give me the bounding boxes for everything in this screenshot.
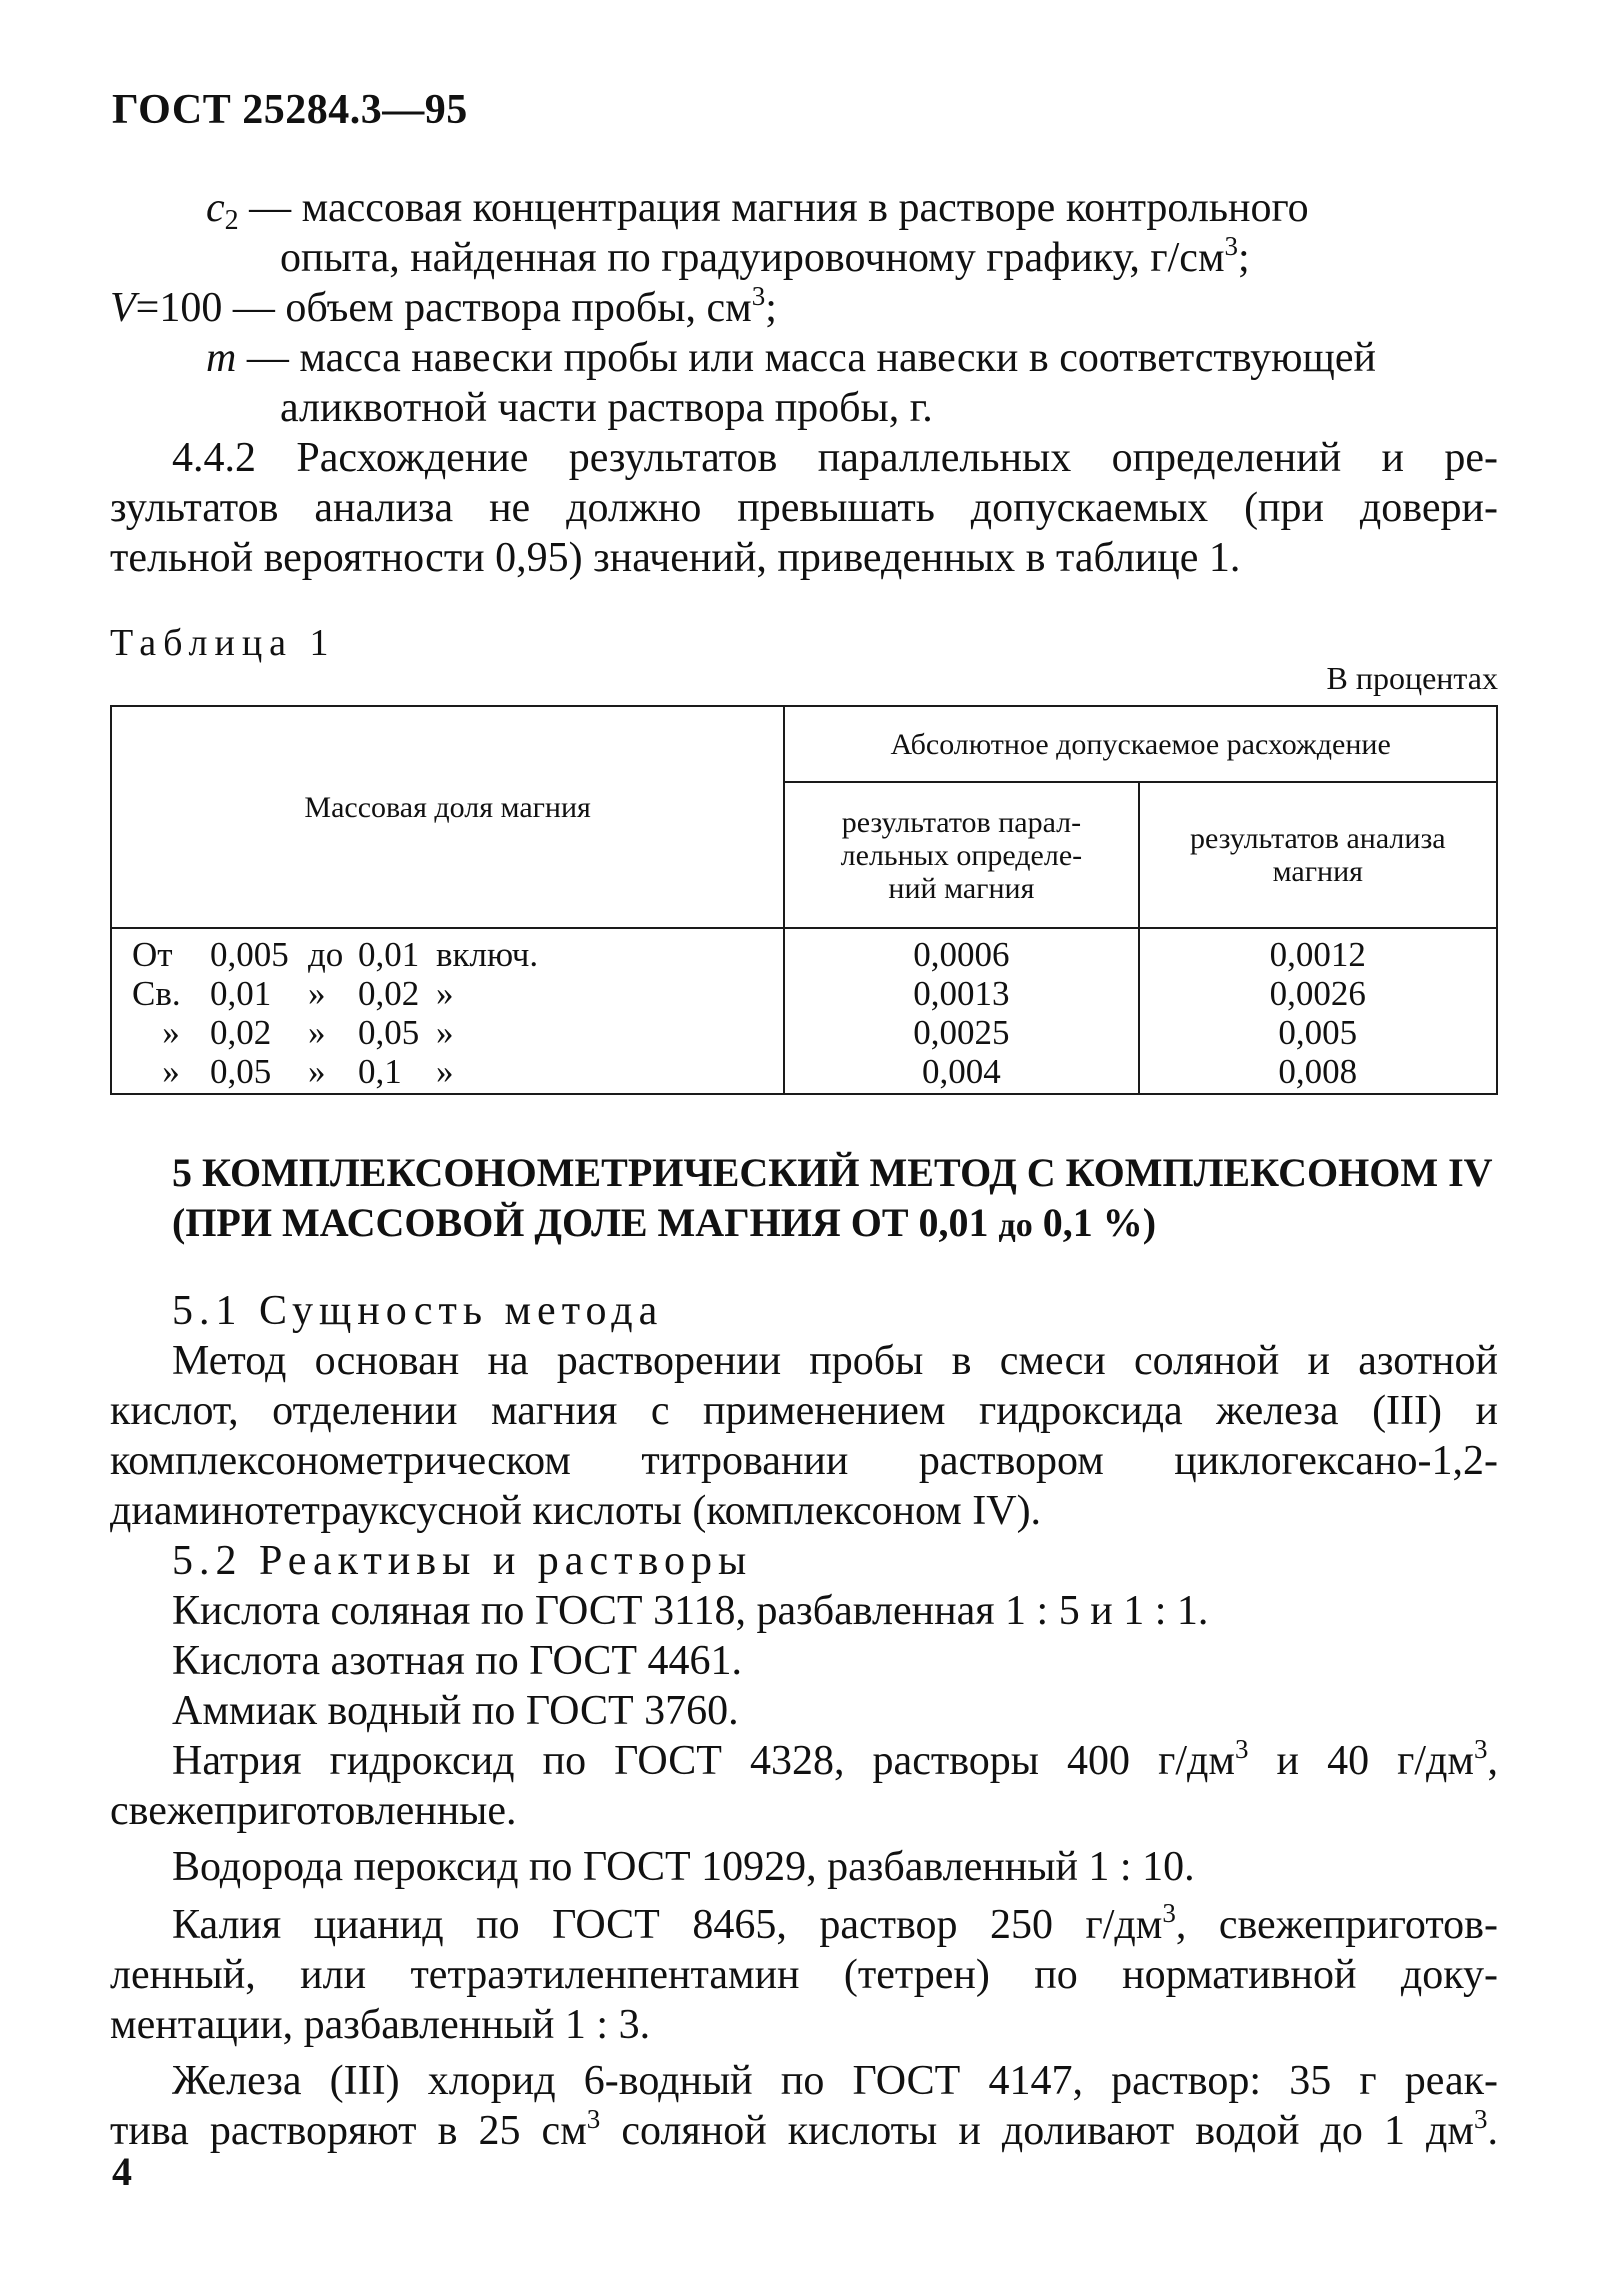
reagent-h2o2: Водорода пероксид по ГОСТ 10929, разбавленный 1 : 10.	[172, 1844, 1195, 1890]
header-parallel-results	[784, 782, 1138, 928]
table-body-row	[111, 928, 1497, 1094]
header-analysis-line: результатов анализа	[1189, 822, 1446, 855]
para-442-line1: 4.4.2 Расхождение результатов параллельных определений и ре-	[172, 435, 1498, 481]
header-mass-fraction: Массовая доля магния	[111, 706, 784, 928]
value-parallel: 0,0013	[913, 974, 1010, 1013]
cell-mass-ranges	[111, 928, 784, 1094]
reagent-naoh-line2: свежеприготовленные.	[110, 1788, 517, 1834]
punct: ;	[765, 285, 777, 331]
reagent-kcn-line1: Калия цианид по ГОСТ 8465, раствор 250 $г/дм^3$, свежеприготов-	[172, 1898, 1498, 1948]
s51-line1: Метод основан на растворении пробы в смеси соляной и азотной	[172, 1338, 1498, 1384]
superscript-3: 3	[1474, 1734, 1488, 1764]
reagent-fecl3-line2: тива растворяют в 25 $см^3$ соляной кислоты и доливают водой до 1 $дм^3$.	[110, 2104, 1499, 2154]
word-do: до	[998, 1207, 1033, 1244]
para-442-line3: тельной вероятности 0,95) значений, приведенных в таблице 1.	[110, 535, 1241, 581]
section-5-heading-line2: (ПРИ МАССОВОЙ ДОЛЕ МАГНИЯ ОТ 0,01 до 0,1 %)	[172, 1200, 1157, 1245]
header-absolute-tolerance: Абсолютное допускаемое расхождение	[784, 706, 1497, 782]
definition-c2-line2	[280, 233, 1250, 283]
definition-m-line1	[206, 333, 1376, 383]
subsection-5-1-heading: 5.1 Сущность метода	[172, 1288, 664, 1334]
definition-c2-text2: опыта, найденная по градуировочному графику, г/см	[280, 235, 1225, 281]
definition-m-line2: аликвотной части раствора пробы, г.	[280, 385, 933, 431]
symbol-c: c	[206, 185, 225, 231]
cell-parallel-values	[784, 928, 1138, 1094]
subsection-5-2-heading: 5.2 Реактивы и растворы	[172, 1538, 753, 1584]
value-parallel: 0,0025	[913, 1013, 1010, 1052]
range-row: » 0,02 » 0,05 »	[162, 1013, 454, 1052]
superscript-3: 3	[1234, 1734, 1249, 1764]
symbol-m: m	[206, 335, 237, 381]
para-442-line2: зультатов анализа не должно превышать допускаемых (при довери-	[110, 485, 1498, 531]
cell-analysis-values	[1139, 928, 1497, 1094]
symbol-v: V	[110, 285, 136, 331]
reagent-hcl: Кислота соляная по ГОСТ 3118, разбавленная 1 : 5 и 1 : 1.	[172, 1588, 1209, 1634]
definition-v-text: =100 — объем раствора пробы, см	[135, 285, 752, 331]
definition-c2-text: — массовая концентрация магния в растворе контрольного	[238, 185, 1309, 231]
reagent-kcn-line3: ментации, разбавленный 1 : 3.	[110, 2002, 651, 2048]
value-parallel: 0,0006	[913, 935, 1010, 974]
header-parallel-line: результатов парал-	[841, 805, 1082, 839]
reagent-nh3: Аммиак водный по ГОСТ 3760.	[172, 1688, 739, 1734]
value-parallel: 0,004	[922, 1052, 1001, 1091]
superscript-3: 3	[586, 2104, 601, 2134]
range-row: » 0,05 » 0,1 »	[162, 1052, 454, 1091]
superscript-3: 3	[1474, 2104, 1488, 2134]
header-analysis-line: магния	[1272, 855, 1363, 888]
range-row: От 0,005 до 0,01 включ.	[132, 935, 539, 974]
header-parallel-line: лельных определе-	[840, 838, 1083, 872]
reagent-hno3: Кислота азотная по ГОСТ 4461.	[172, 1638, 742, 1684]
definition-m-text: — масса навески пробы или масса навески в соответствующей	[236, 335, 1376, 381]
superscript-3: 3	[1162, 1898, 1176, 1928]
value-analysis: 0,005	[1278, 1013, 1358, 1052]
reagent-kcn-line2: ленный, или тетраэтиленпентамин (тетрен) по нормативной доку-	[110, 1952, 1498, 1998]
s51-line2: кислот, отделении магния с применением гидроксида железа (III) и	[110, 1388, 1498, 1434]
page-number: 4	[112, 2149, 132, 2194]
punct: ;	[1238, 235, 1250, 281]
reagent-naoh-line1: Натрия гидроксид по ГОСТ 4328, растворы 400 $г/дм^3$ и 40 $г/дм^3$,	[172, 1734, 1498, 1784]
s51-line3: комплексонометрическом титровании раствором циклогексано-1,2-	[110, 1438, 1498, 1484]
superscript-3: 3	[1224, 231, 1239, 261]
definition-v	[110, 283, 777, 333]
reagent-fecl3-line1: Железа (III) хлорид 6-водный по ГОСТ 4147, раствор: 35 г реак-	[172, 2058, 1498, 2104]
value-analysis: 0,0026	[1269, 974, 1366, 1013]
header-analysis-results	[1139, 782, 1497, 928]
range-row: Св. 0,01 » 0,02 »	[132, 974, 454, 1013]
s51-line4: диаминотетрауксусной кислоты (комплексоном IV).	[110, 1488, 1042, 1534]
tolerance-table	[110, 705, 1498, 1095]
table-unit-note: В процентах	[1326, 660, 1498, 696]
subscript-2: 2	[224, 205, 239, 236]
value-analysis: 0,008	[1278, 1052, 1358, 1091]
table-title: Таблица 1	[110, 622, 336, 664]
document-id: ГОСТ 25284.3—95	[112, 87, 468, 133]
superscript-3: 3	[751, 281, 766, 311]
value-analysis: 0,0012	[1269, 935, 1366, 974]
section-5-heading-line1: 5 КОМПЛЕКСОНОМЕТРИЧЕСКИЙ МЕТОД С КОМПЛЕКСОНОМ IV	[172, 1150, 1493, 1195]
header-parallel-line: ний магния	[888, 871, 1035, 905]
